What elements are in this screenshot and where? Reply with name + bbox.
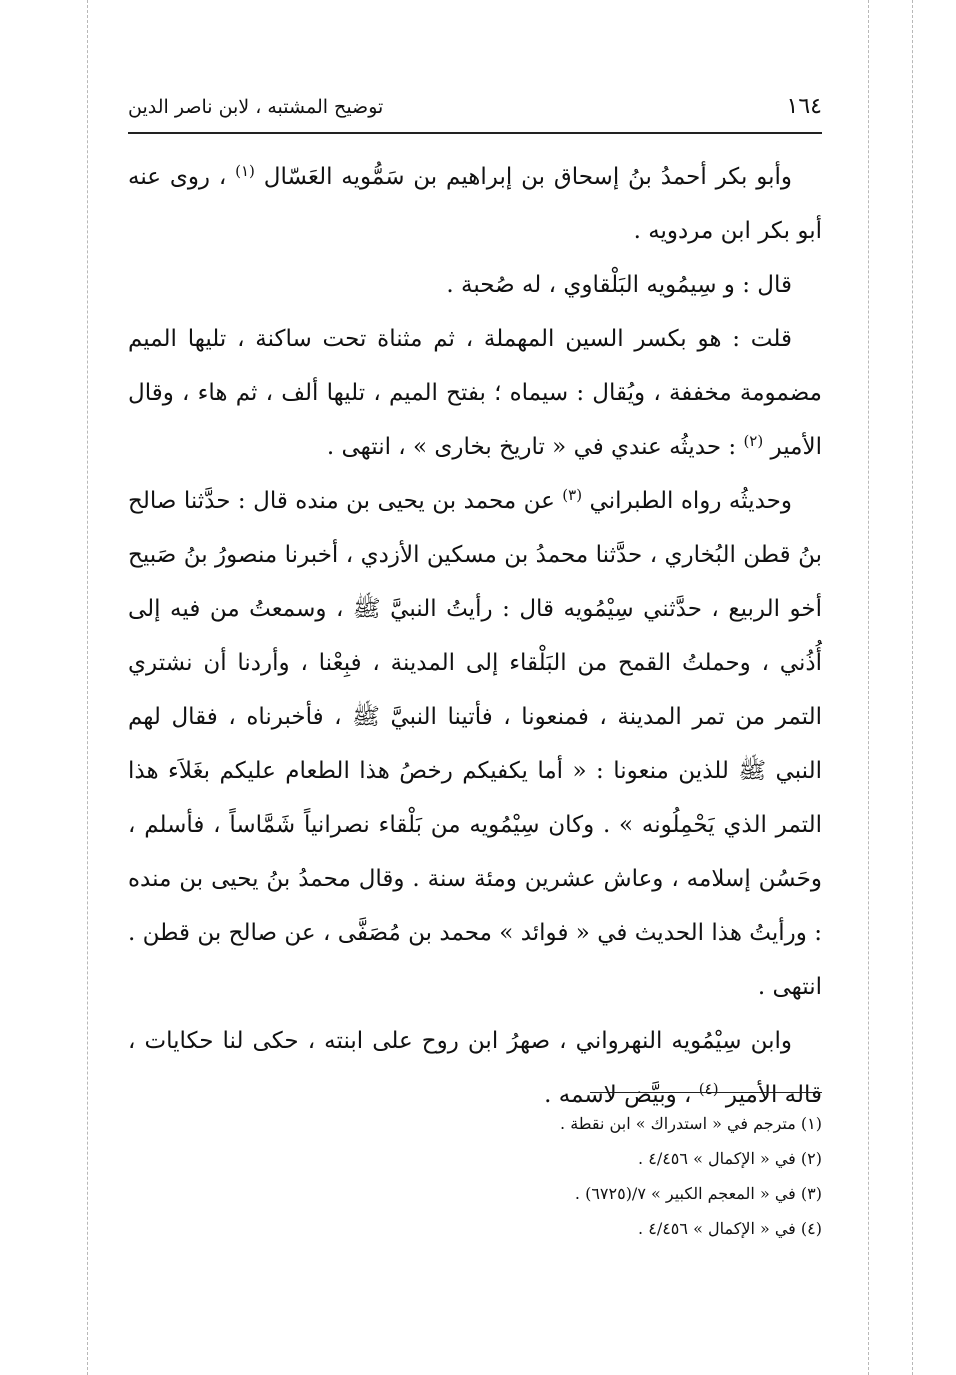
footnote-marker: (٢) [743,432,764,450]
footnote: (١) مترجم في « استدراك » ابن نقطة . [560,1114,822,1133]
paragraph [128,150,822,258]
footnote-marker: (١) [235,162,255,180]
paragraph-text: قلت : هو بكسر السين المهملة ، ثم مثناة تحت ساكنة ، تليها الميم مضمومة مخففة ، ويُقال : سيماه ؛ بفتح الميم ، تليها ألف ، ثم هاء ، وقال الأمير [128,326,822,460]
paragraph-text-after: ، روى عنه أبو بكر ابن مردويه . [128,164,822,244]
footnotes [128,1106,822,1246]
paragraph [128,312,822,474]
footnote-separator [590,1092,822,1093]
footnote: (٣) في « المعجم الكبير » ٧/(٦٧٢٥) . [574,1184,822,1203]
paragraph [128,258,822,312]
running-header [128,88,822,134]
book-page [128,88,822,1238]
page-number: ١٦٤ [786,94,822,119]
footnote-marker: (٣) [562,486,583,504]
paragraph-text-after: : حديثُه عندي في « تاريخ بخارى » ، انتهى . [326,434,737,460]
paragraph-text-after: ، وبيَّض لاسمه . [544,1082,692,1108]
scan-guide-line [868,0,869,1375]
footnote: (٤) في « الإكمال » ٤/٤٥٦ . [638,1219,822,1238]
paragraph-text: وحديثُه رواه الطبراني [589,488,793,514]
paragraph [128,474,822,1014]
running-title: توضيح المشتبه ، لابن ناصر الدين [128,96,384,118]
body-text [128,150,822,1122]
paragraph-text: وابن سِيْمُويه النهرواني ، صهرُ ابن روح على ابنته ، حكى لنا حكايات ، قاله الأمير [128,1028,822,1108]
scan-guide-line [87,0,88,1375]
paragraph-text-after: عن محمد بن يحيى بن منده قال : حدَّثنا صالح بنُ قطن البُخاري ، حدَّثنا محمدُ بن مسكين الأزدي ، أخبرنا منصورُ بنُ صَبيح أخو الربيع ، حدَّثني سِيْمُويه قال : رأيتُ النبيَّ ﷺ ، وسمعتُ من فيه إلى أُذُني ، وحملتُ القمح من البَلْقاء إلى المدينة ، فبِعْنا ، وأردنا أن نشتري التمر من تمر المدينة ، فمنعونا ، فأتينا النبيَّ ﷺ ، فأخبرناه ، فقال لهم النبي ﷺ للذين منعونا : « أما يكفيكم رخصُ هذا الطعام عليكم بغَلاَء هذا التمر الذي يَحْمِلُونه » . وكان سِيْمُويه من بَلْقاء نصرانياً شَمَّاساً ، فأسلم ، وحَسُن إسلامه ، وعاش عشرين ومئة سنة . وقال محمدُ بنُ يحيى بن منده : ورأيتُ هذا الحديث في « فوائد » محمد بن مُصَفَّى ، عن صالح بن قطن . انتهى . [128,488,822,1000]
paragraph-text: قال : و سِيمُويه البَلْقاوي ، له صُحبة . [446,272,792,298]
scan-guide-line [912,0,913,1375]
footnote: (٢) في « الإكمال » ٤/٤٥٦ . [638,1149,822,1168]
paragraph-text: وأبو بكر أحمدُ بنُ إسحاق بن إبراهيم بن سَمُّويه العَسّال [263,164,792,190]
footnote-marker: (٤) [698,1080,719,1098]
